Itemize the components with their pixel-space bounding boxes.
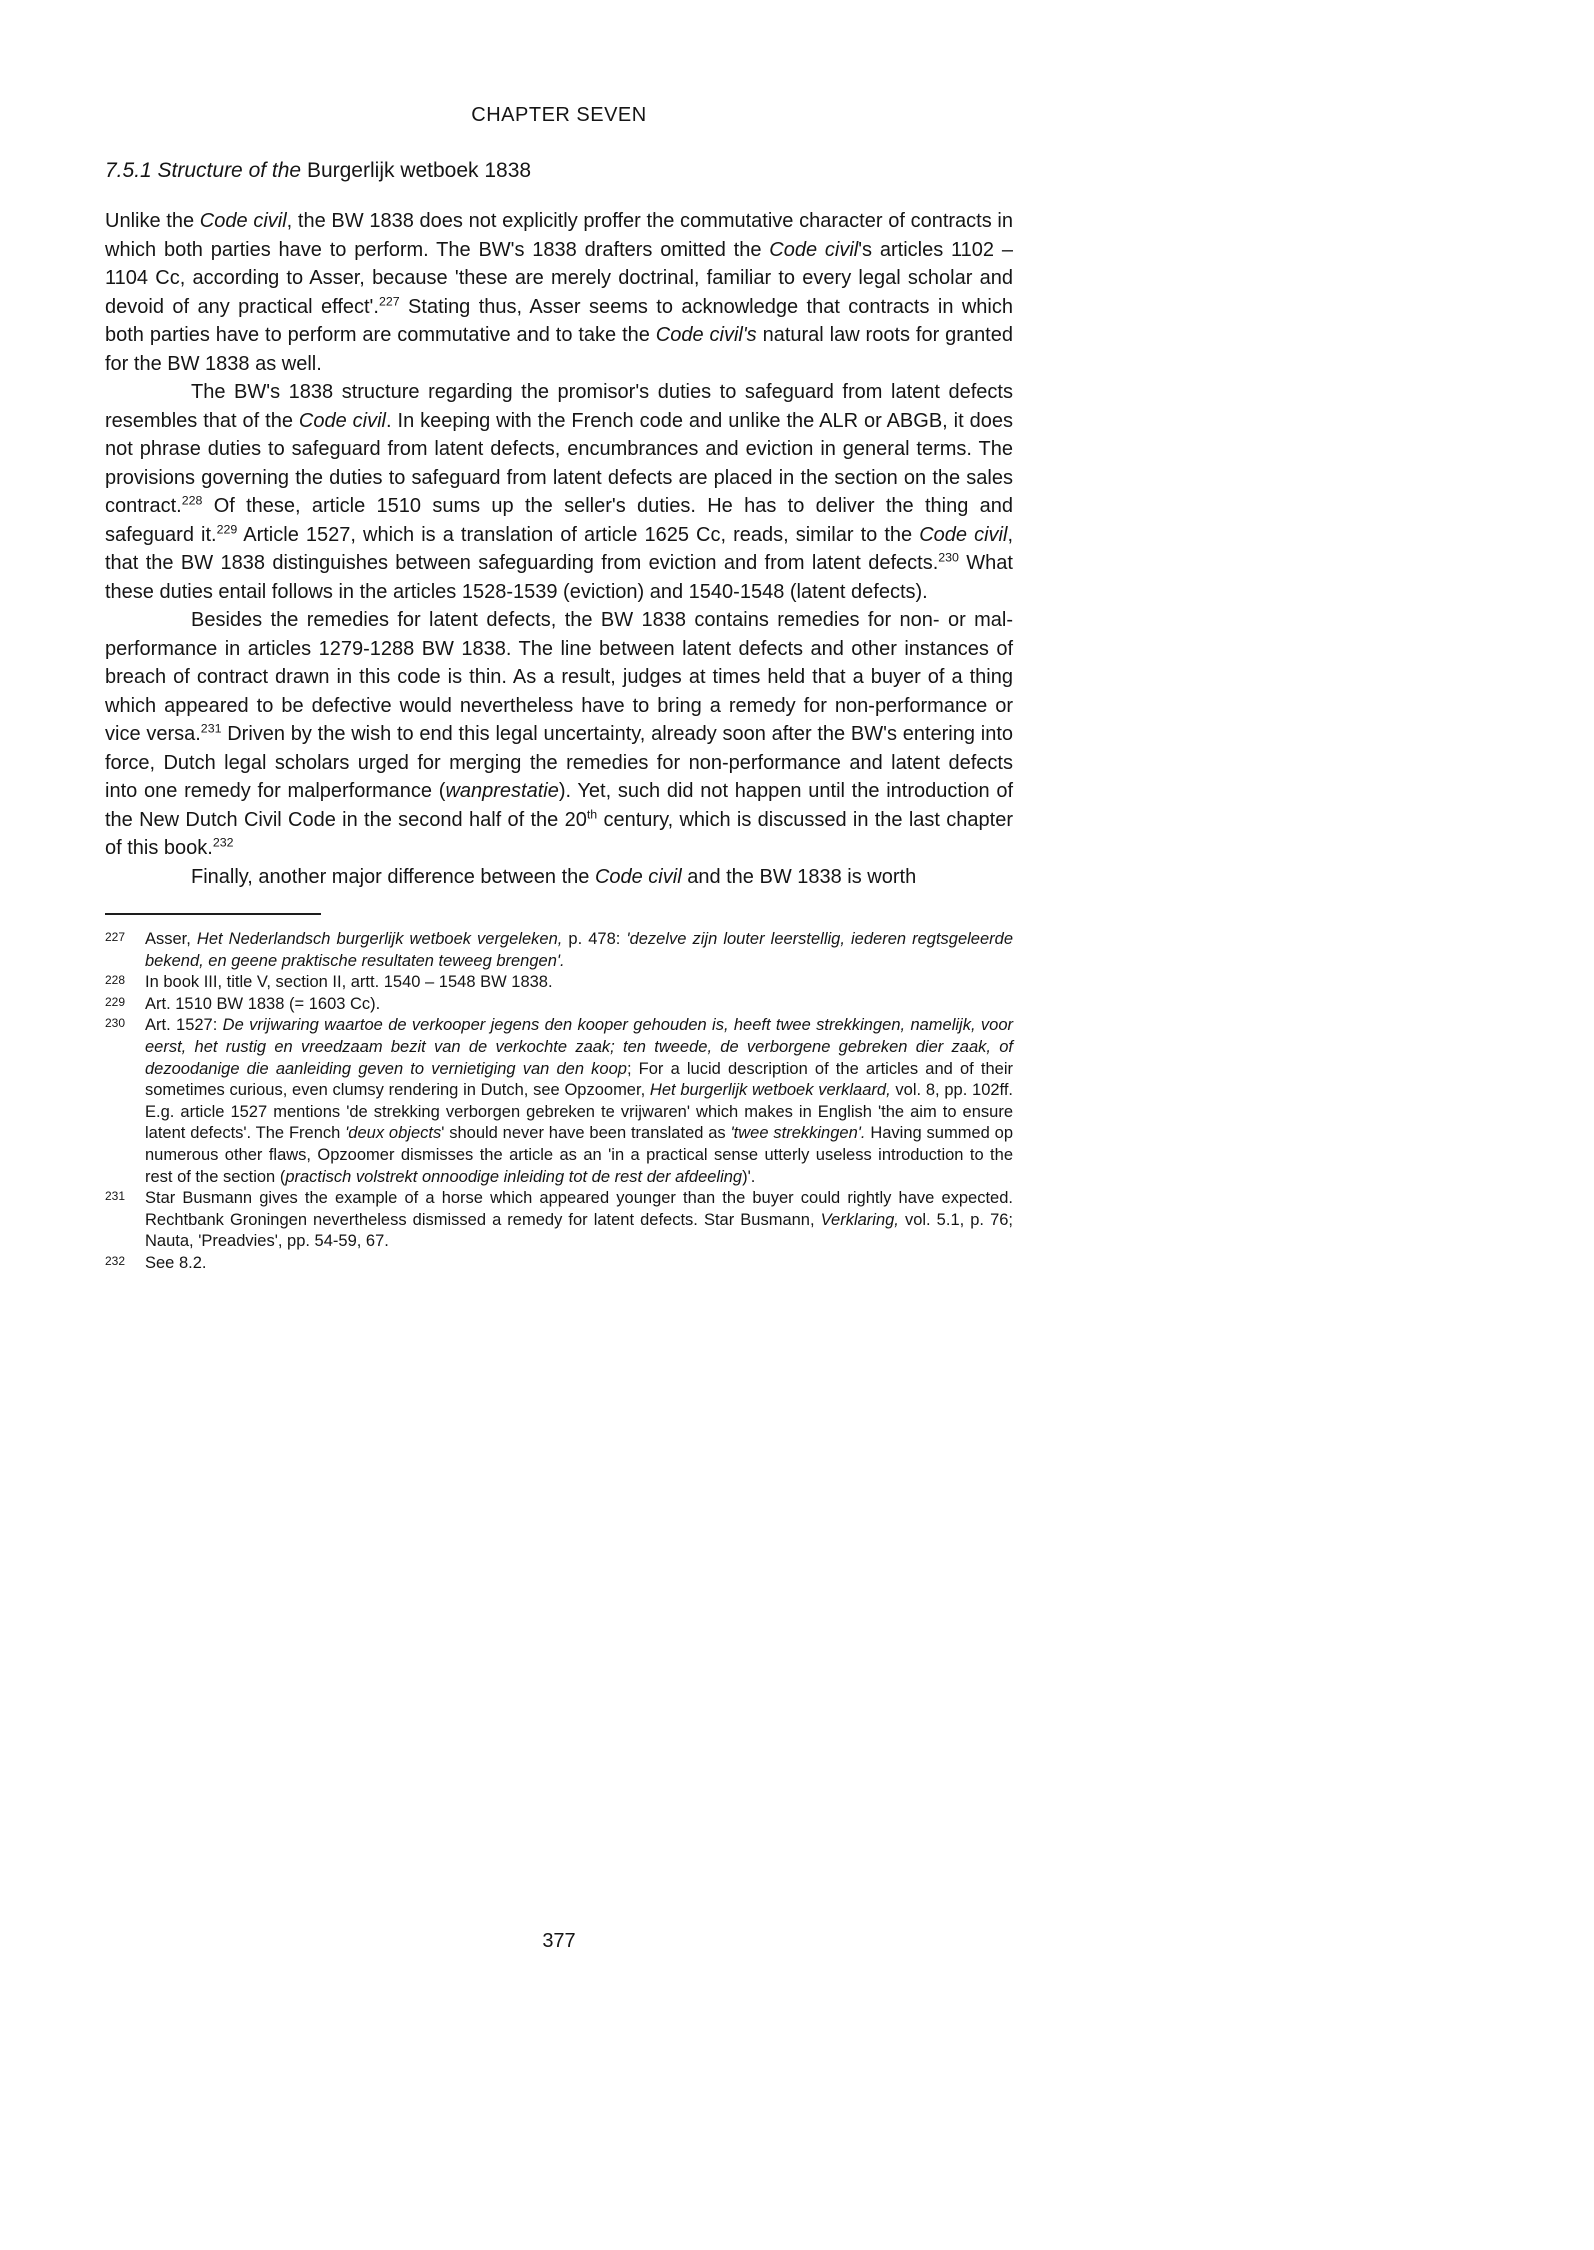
text-segment: ). Yet, such did not happen until the introduction of the New Dutch Civil Code in the second half of the 20 xyxy=(105,780,1014,831)
footnote-number: 230 xyxy=(105,1016,126,1031)
text-segment: . In keeping with the French code and unlike the ALR or ABGB, it does not phrase duties to safeguard from latent defects, encumbrances and eviction in general terms. The provisions governing the duties to safeguard from latent defects are placed in the section on the sales contract. xyxy=(105,409,1013,517)
text-segment: Star Busmann gives the example of a horse which appeared younger than the buyer could rightly have expected. Rechtbank Groningen nevertheless dismissed a remedy for latent defects. Star Busmann, xyxy=(145,1189,1013,1229)
text-segment: Het burgerlijk wetboek verklaard, xyxy=(649,1081,891,1100)
text-segment: ; For a lucid description of the articles and of their sometimes curious, even clumsy rendering in Dutch, see Opzoomer, xyxy=(145,1059,1013,1100)
footnote xyxy=(105,972,1013,994)
text-segment: In book III, title V, section II, artt. 1540 – 1548 BW 1838. xyxy=(145,973,553,992)
text-segment: Besides the remedies for latent defects, the BW 1838 contains remedies for non- or mal- performance in articles 1279-1288 BW 1838. The line between latent defects and other instances of breach of contract drawn in this code is thin. As a result, judges at times held that a buyer of a thing which appeared to be defective would nevertheless have to bring a remedy for non-performance or vice versa. xyxy=(105,609,1013,745)
body-text xyxy=(105,207,1013,891)
footnote xyxy=(105,1015,1013,1188)
text-segment: Art. 1527: xyxy=(145,1016,223,1035)
text-segment: Finally, another major difference between the xyxy=(191,865,595,888)
text-segment: , that the BW 1838 distinguishes between safeguarding from eviction and from latent defects. xyxy=(105,523,1013,574)
text-segment: natural law roots for granted for the BW 1838 as well. xyxy=(105,324,1013,375)
text-segment: Stating thus, Asser seems to acknowledge that contracts in which both parties have to perform are commutative and to take the xyxy=(105,295,1013,346)
footnote-number: 227 xyxy=(105,930,126,944)
text-segment: vol. 8, pp. 102ff. E.g. article 1527 mentions 'de strekking verborgen gebreken te vrijwaren' which makes in English 'the aim to ensure latent defects'. The French xyxy=(145,1081,1014,1143)
text-segment: Code civil's xyxy=(655,324,757,346)
footnote xyxy=(105,1188,1013,1253)
text-segment: De vrijwaring waartoe de verkooper jegens den kooper gehouden is, heeft twee strekkingen, namelijk, voor eerst, het rustig en vreedzaam bezit van de verkochte zaak; ten tweede, de verborgene gebreken dier zaak, of dezoodanige die aanleiding geven to vernietiging van den koop xyxy=(145,1016,1013,1078)
text-segment: vol. 5.1, p. 76; Nauta, 'Preadvies', pp. 54-59, 67. xyxy=(145,1210,1014,1251)
paragraph xyxy=(105,378,1013,606)
footnote-text xyxy=(145,973,553,991)
text-segment: Burgerlijk wetboek 1838 xyxy=(306,159,532,182)
footnote-number: 229 xyxy=(105,994,126,1009)
superscript-text: 229 xyxy=(216,521,238,536)
text-segment: Asser, xyxy=(145,930,197,948)
text-segment: , the BW 1838 does not explicitly proffer the commutative character of contracts in which both parties have to perform. The BW's 1838 drafters omitted the xyxy=(105,210,1013,261)
section-heading xyxy=(105,159,1013,183)
text-segment: What these duties entail follows in the articles 1528-1539 (eviction) and 1540-1548 (latent defects). xyxy=(105,552,1013,603)
text-segment: 'twee strekkingen'. xyxy=(730,1124,866,1143)
text-segment: Code civil xyxy=(769,238,859,261)
text-segment: See 8.2. xyxy=(145,1253,207,1272)
text-segment: Having summed op numerous other flaws, Opzoomer dismisses the article as an 'in a practical sense utterly useless introduction to the rest of the section ( xyxy=(145,1124,1014,1186)
footnote xyxy=(105,929,1013,972)
paragraph xyxy=(105,606,1013,863)
text-segment: 7.5.1 Structure of the xyxy=(105,159,307,182)
footnote-number: 228 xyxy=(105,973,126,988)
text-segment: Code civil xyxy=(298,409,386,432)
text-segment: Driven by the wish to end this legal uncertainty, already soon after the BW's entering into force, Dutch legal scholars urged for merging the remedies for non-performance and latent defects into one remedy for malperformance ( xyxy=(105,723,1014,802)
footnote-rule xyxy=(105,913,321,915)
superscript-text: 228 xyxy=(181,493,203,508)
text-segment: The BW's 1838 structure regarding the promisor's duties to safeguard from latent defects resembles that of the xyxy=(105,381,1013,432)
text-segment: wanprestatie xyxy=(445,780,559,802)
text-segment: p. 478: xyxy=(562,930,627,948)
superscript-text: 231 xyxy=(200,721,222,736)
footnote-text xyxy=(145,1189,1013,1250)
text-segment: )'. xyxy=(742,1167,756,1186)
footnote-text xyxy=(145,995,380,1013)
footnote-text xyxy=(145,1016,1013,1185)
text-segment: Art. 1510 BW 1838 (= 1603 Cc). xyxy=(145,994,381,1013)
footnotes xyxy=(105,929,1013,1275)
footnote xyxy=(105,1253,1013,1275)
text-segment: practisch volstrekt onnoodige inleiding tot de rest der afdeeling xyxy=(285,1167,743,1186)
text-segment: Of these, article 1510 sums up the seller's duties. He has to deliver the thing and safeguard it. xyxy=(105,495,1013,546)
text-segment: Article 1527, which is a translation of article 1625 Cc, reads, similar to the xyxy=(237,523,920,546)
text-segment: Het Nederlandsch burgerlijk wetboek vergeleken, xyxy=(196,930,563,948)
text-segment: Unlike the xyxy=(105,210,200,232)
text-segment: 'dezelve zijn louter leerstellig, iederen regtsgeleerde bekend, en geene praktische resultaten teweeg brengen'. xyxy=(145,930,1014,970)
footnote-number: 232 xyxy=(105,1253,126,1268)
paragraph xyxy=(105,207,1013,378)
superscript-text: 230 xyxy=(938,550,959,565)
text-segment: and the BW 1838 is worth xyxy=(681,865,917,888)
superscript-text: 227 xyxy=(378,293,400,308)
text-segment: Code civil xyxy=(199,210,287,232)
footnote xyxy=(105,994,1013,1016)
text-segment: Code civil xyxy=(919,523,1008,546)
running-header: CHAPTER SEVEN xyxy=(471,104,647,126)
text-segment: ' should never have been translated as xyxy=(441,1124,731,1143)
footnote-text xyxy=(145,930,1013,970)
superscript-text: 232 xyxy=(212,835,234,850)
text-segment: Code civil xyxy=(594,865,682,888)
superscript-text: th xyxy=(586,806,598,821)
footnote-number: 231 xyxy=(105,1189,126,1204)
text-segment: 's articles 1102 – 1104 Cc, according to Asser, because 'these are merely doctrinal, familiar to every legal scholar and devoid of any practical effect'. xyxy=(105,238,1013,318)
text-block xyxy=(105,0,1013,1275)
text-segment: century, which is discussed in the last chapter of this book. xyxy=(105,808,1013,859)
text-segment: Verklaring, xyxy=(820,1210,899,1229)
page-number: 377 xyxy=(542,1930,576,1952)
footnote-text xyxy=(145,1254,206,1272)
text-segment: 'deux objects xyxy=(345,1124,442,1143)
paragraph xyxy=(105,863,1013,892)
